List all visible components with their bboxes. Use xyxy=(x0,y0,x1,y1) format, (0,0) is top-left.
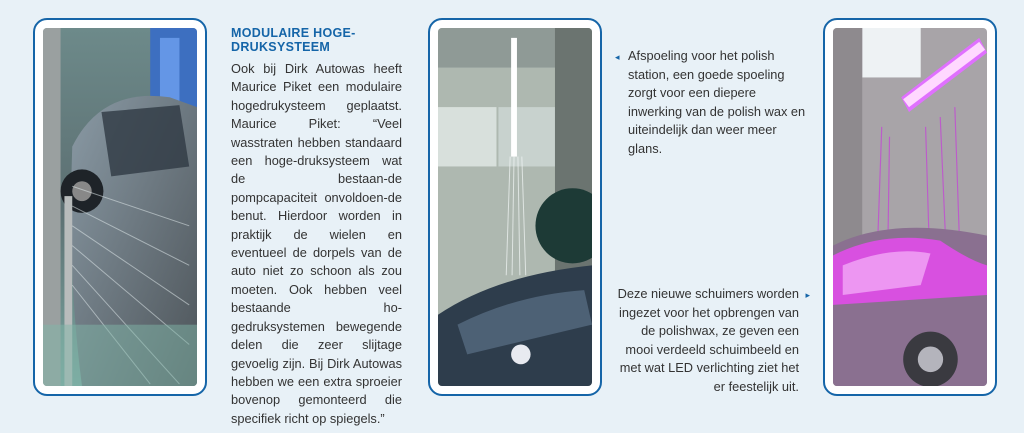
caption-foamers-text: Deze nieuwe schuimers worden ingezet voor het opbrengen van de polishwax, ze geven een mooi verdeeld schuimbeeld en met wat LED verlichting ziet het er feestelijk uit. xyxy=(617,286,799,394)
photo-frame-high-pressure xyxy=(33,18,207,396)
photo-frame-rinse xyxy=(428,18,602,396)
article-heading: MODULAIRE HOGE-DRUKSYSTEEM xyxy=(231,26,356,54)
caption-left-arrow-icon: ◂ xyxy=(615,52,620,62)
article-section xyxy=(231,26,402,428)
caption-right-arrow-icon: ▸ xyxy=(805,290,810,300)
photo-frame-led-foam xyxy=(823,18,997,396)
photo-rinse-arch xyxy=(438,28,592,386)
photo-high-pressure-spray xyxy=(43,28,197,386)
photo-led-foam xyxy=(833,28,987,386)
caption-polish-station-text: Afspoeling voor het polish station, een goede spoeling zorgt voor een diepere inwerking van de polish wax en uiteindelijk dan weer meer glans. xyxy=(628,48,806,156)
caption-polish-station xyxy=(617,47,807,158)
caption-foamers xyxy=(616,285,810,396)
article-body: Ook bij Dirk Autowas heeft Maurice Piket een modulaire hogedrukysteem geplaatst. Maurice Piket: “Veel wasstraten hebben standaard een hoge-druksysteem wat de bestaan-de pompcapaciteit onvoldoen-de benut. Hierdoor worden in praktijk de wielen en eventueel de dorpels van de auto niet zo schoon als zou moeten. Ook hebben veel bestaande ho-gedruksystemen bewegende delen die zeer slijtage gevoelig zijn. Bij Dirk Autowas hebben we een extra sproeier bovenop gemonteerd die specifiek richt op spiegels.” xyxy=(231,61,402,426)
